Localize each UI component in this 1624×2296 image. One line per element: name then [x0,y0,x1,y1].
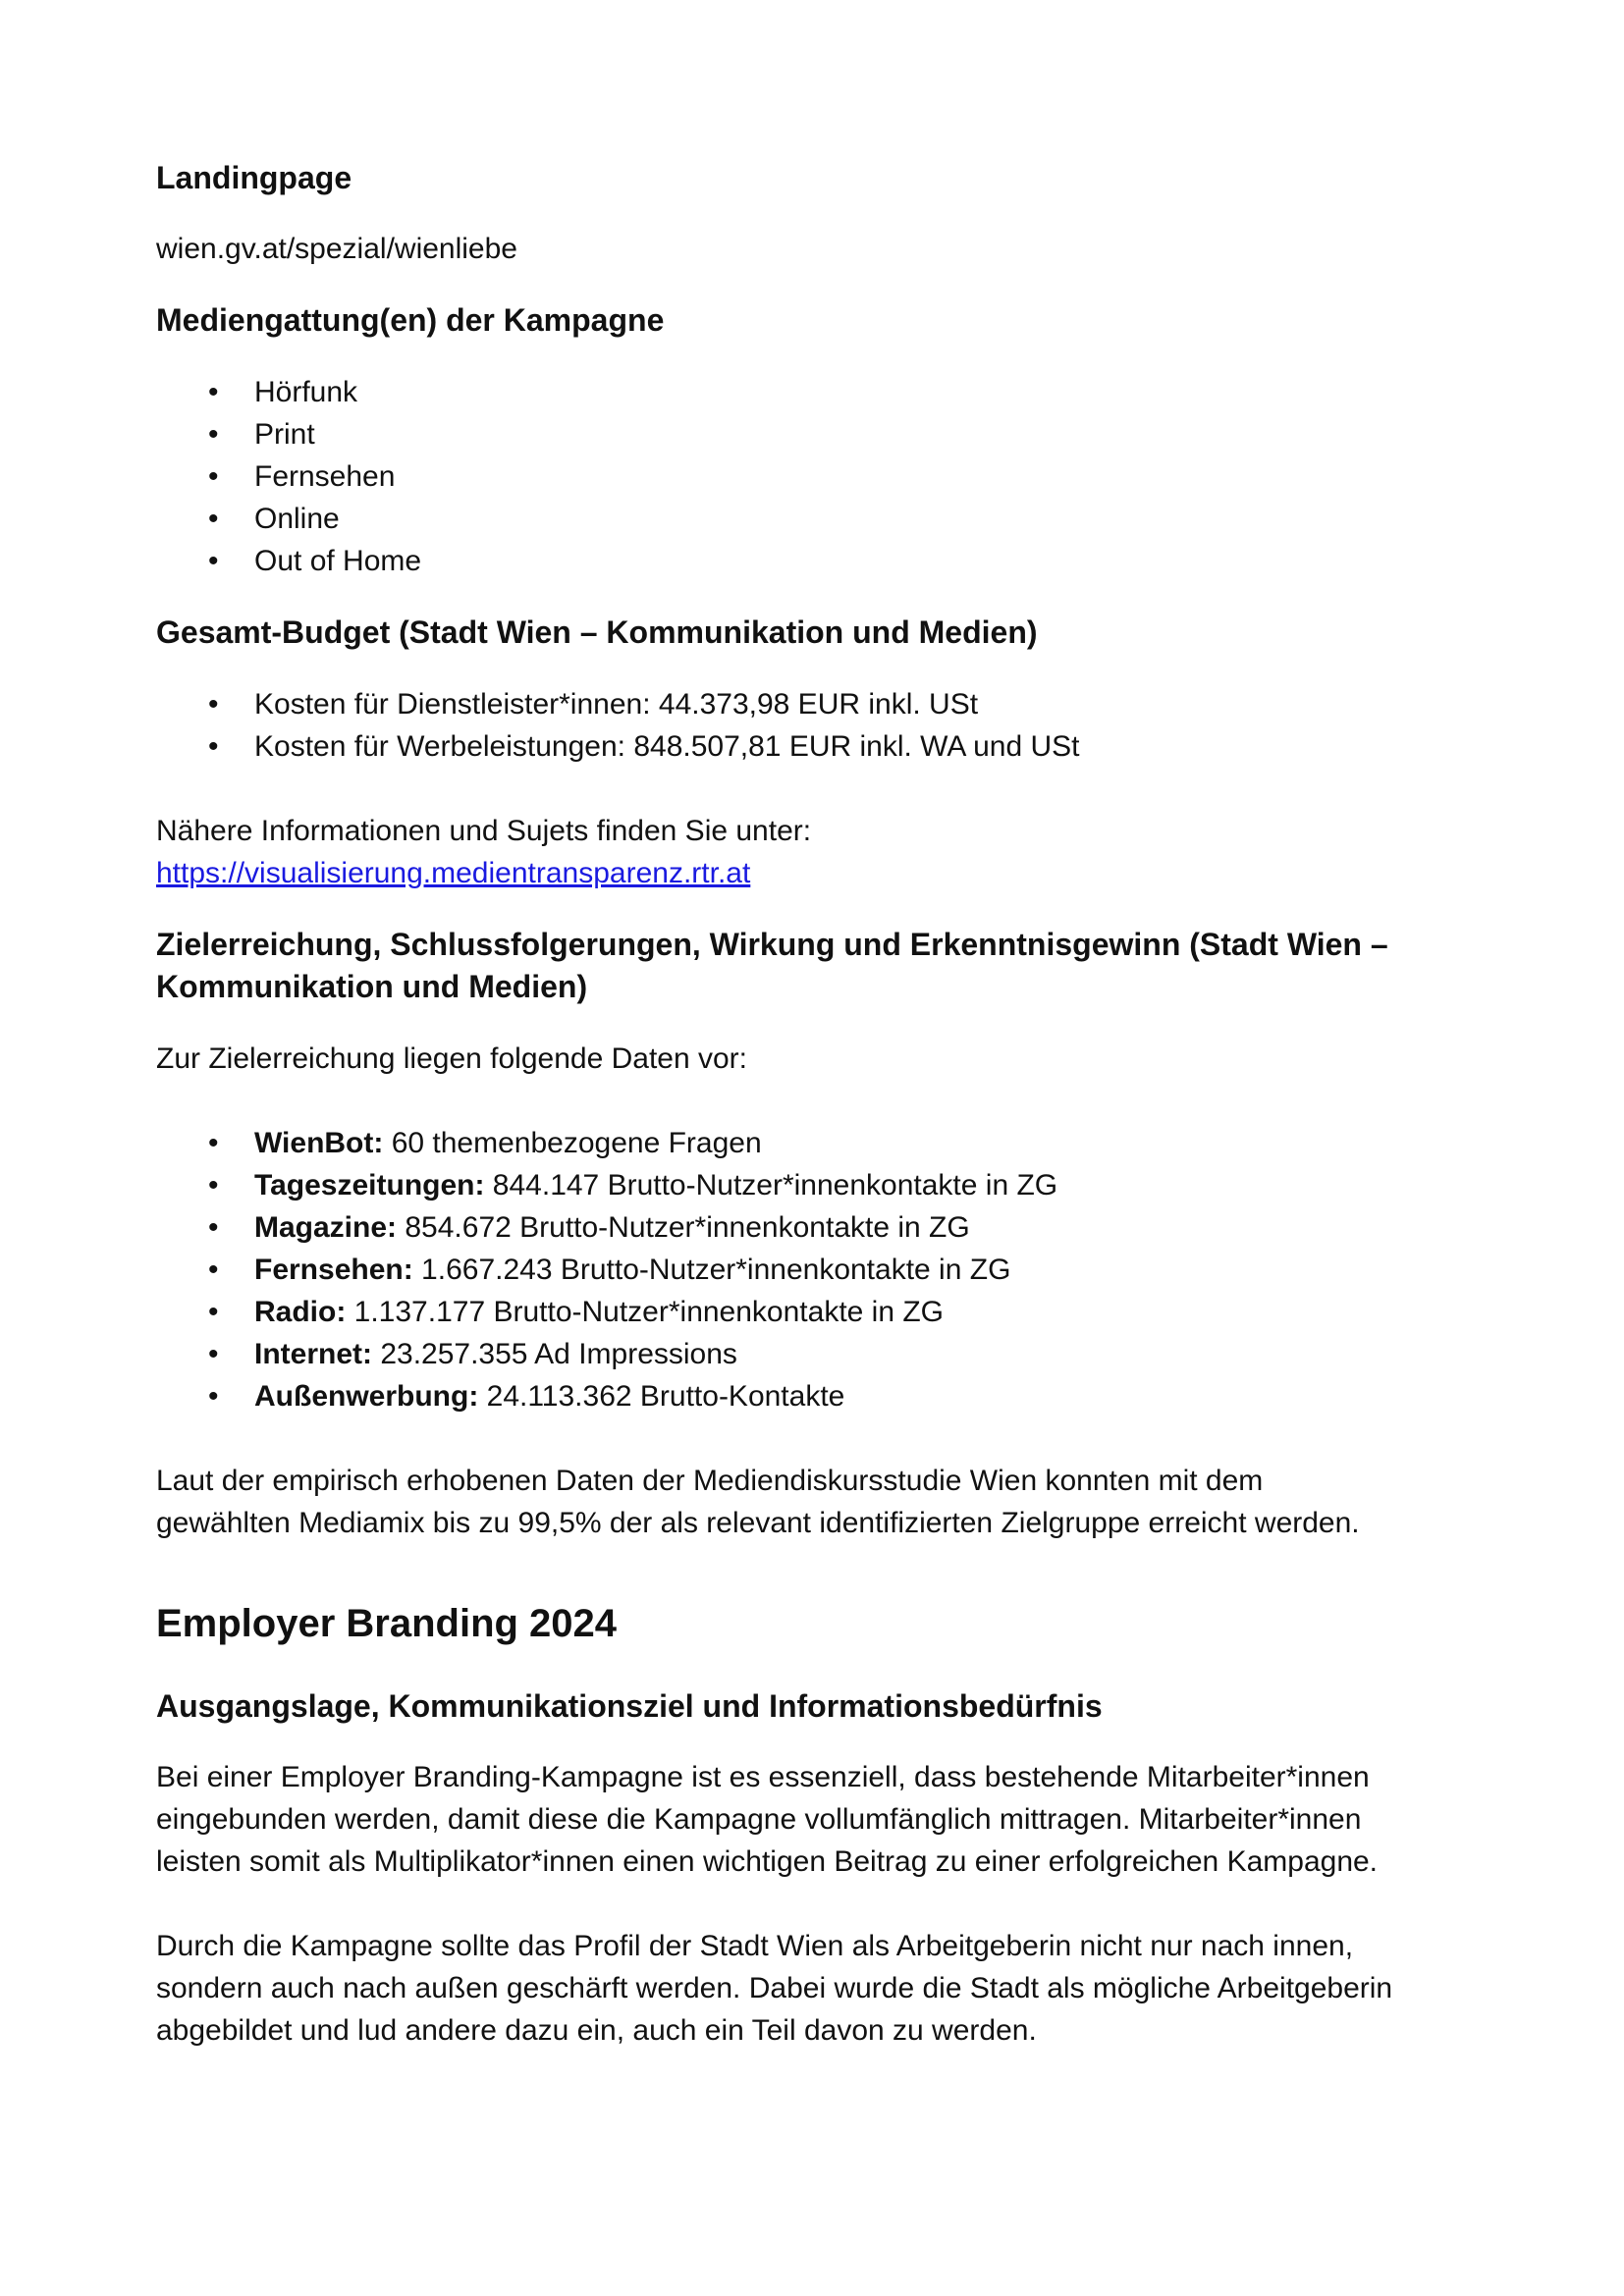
landingpage-heading: Landingpage [156,160,352,195]
bullet-icon: • [208,1338,219,1370]
list-item: • Internet: 23.257.355 Ad Impressions [156,1333,1491,1375]
list-item: • Kosten für Dienstleister*innen: 44.373,98 EUR inkl. USt [156,683,1491,725]
list-item: • Out of Home [156,540,1491,582]
list-item: • Online [156,498,1491,540]
bullet-icon: • [208,688,219,721]
employer-paragraph-1: Bei einer Employer Branding-Kampagne ist es essenziell, dass bestehende Mitarbeiter*innen eingebunden werden, damit diese die Kampagne vollumfänglich mittragen. Mitarbeiter*innen leisten somit als Multiplikator*innen einen wichtigen Beitrag zu einer erfolgreichen Kampagne. [156,1761,1379,1878]
bullet-icon: • [208,1211,219,1244]
media-heading: Mediengattung(en) der Kampagne [156,302,665,338]
list-item: • Fernsehen: 1.667.243 Brutto-Nutzer*innenkontakte in ZG [156,1249,1491,1291]
bullet-icon: • [208,1127,219,1159]
bullet-icon: • [208,1380,219,1413]
list-item: • Tageszeitungen: 844.147 Brutto-Nutzer*innenkontakte in ZG [156,1164,1491,1206]
goals-heading: Zielerreichung, Schlussfolgerungen, Wirkung und Erkenntnisgewinn (Stadt Wien – Kommunikation und Medien) [156,927,1388,1004]
bullet-icon: • [208,1169,219,1201]
media-list [156,371,1491,582]
budget-list [156,683,1491,768]
goals-intro: Zur Zielerreichung liegen folgende Daten vor: [156,1042,748,1075]
list-item: • Kosten für Werbeleistungen: 848.507,81 EUR inkl. WA und USt [156,725,1491,768]
bullet-icon: • [208,418,219,451]
document-page [156,157,1491,2052]
bullet-icon: • [208,460,219,493]
bullet-icon: • [208,503,219,535]
budget-info-text: Nähere Informationen und Sujets finden Sie unter: [156,815,812,847]
bullet-icon: • [208,545,219,577]
list-item: • Fernsehen [156,455,1491,498]
list-item: • WienBot: 60 themenbezogene Fragen [156,1122,1491,1164]
bullet-icon: • [208,730,219,763]
budget-heading: Gesamt-Budget (Stadt Wien – Kommunikation und Medien) [156,614,1038,650]
bullet-icon: • [208,1296,219,1328]
landingpage-url: wien.gv.at/spezial/wienliebe [156,233,517,265]
employer-branding-title: Employer Branding 2024 [156,1602,618,1645]
list-item: • Print [156,413,1491,455]
employer-paragraph-2: Durch die Kampagne sollte das Profil der Stadt Wien als Arbeitgeberin nicht nur nach innen, sondern auch nach außen geschärft werden. Dabei wurde die Stadt als mögliche Arbeitgeberin abgebildet und lud andere dazu ein, auch ein Teil davon zu werden. [156,1930,1393,2047]
bullet-icon: • [208,1254,219,1286]
goals-list [156,1122,1491,1417]
budget-info-link-line [156,852,1491,894]
medientransparenz-link[interactable]: https://visualisierung.medientransparenz.rtr.at [156,857,751,889]
employer-subheading: Ausgangslage, Kommunikationsziel und Informationsbedürfnis [156,1688,1103,1724]
list-item: • Außenwerbung: 24.113.362 Brutto-Kontakte [156,1375,1491,1417]
list-item: • Hörfunk [156,371,1491,413]
goals-conclusion: Laut der empirisch erhobenen Daten der Mediendiskursstudie Wien konnten mit dem gewählten Mediamix bis zu 99,5% der als relevant identifizierten Zielgruppe erreicht werden. [156,1465,1360,1539]
list-item: • Magazine: 854.672 Brutto-Nutzer*innenkontakte in ZG [156,1206,1491,1249]
list-item: • Radio: 1.137.177 Brutto-Nutzer*innenkontakte in ZG [156,1291,1491,1333]
bullet-icon: • [208,376,219,408]
